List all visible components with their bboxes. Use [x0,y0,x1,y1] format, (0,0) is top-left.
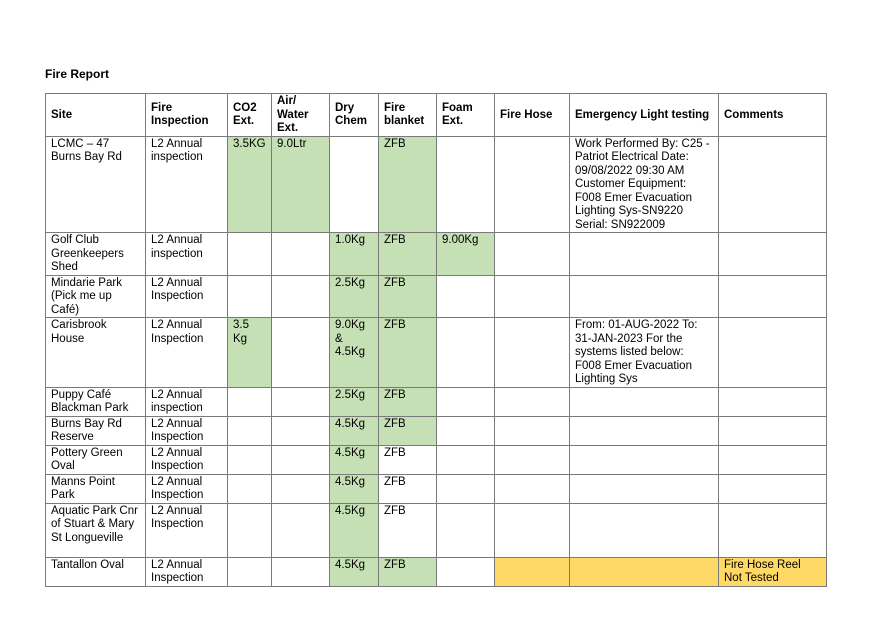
cell-co2 [228,557,272,586]
cell-inspection: L2 Annual Inspection [146,503,228,557]
header-foam-ext: Foam Ext. [437,94,495,137]
cell-foam [437,503,495,557]
cell-air-water [272,387,330,416]
cell-hose [495,136,570,233]
cell-foam [437,387,495,416]
cell-comments: Fire Hose Reel Not Tested [719,557,827,586]
cell-blanket: ZFB [379,445,437,474]
cell-dry-chem: 4.5Kg [330,474,379,503]
cell-blanket: ZFB [379,387,437,416]
cell-dry-chem: 4.5Kg [330,416,379,445]
cell-air-water [272,445,330,474]
fire-report-table [45,93,827,587]
cell-hose [495,445,570,474]
cell-emergency [570,416,719,445]
cell-foam [437,416,495,445]
cell-dry-chem: 2.5Kg [330,387,379,416]
cell-blanket: ZFB [379,557,437,586]
cell-dry-chem: 1.0Kg [330,233,379,276]
table-row [46,503,827,557]
cell-dry-chem [330,136,379,233]
header-fire-inspection: Fire Inspection [146,94,228,137]
table-row [46,318,827,388]
cell-blanket: ZFB [379,503,437,557]
header-site: Site [46,94,146,137]
cell-blanket: ZFB [379,416,437,445]
cell-co2 [228,416,272,445]
table-row [46,387,827,416]
cell-site: Burns Bay Rd Reserve [46,416,146,445]
cell-site: Aquatic Park Cnr of Stuart & Mary St Longueville [46,503,146,557]
cell-co2: 3.5KG [228,136,272,233]
cell-dry-chem: 9.0Kg & 4.5Kg [330,318,379,388]
cell-co2 [228,387,272,416]
header-emergency-light: Emergency Light testing [570,94,719,137]
cell-co2: 3.5 Kg [228,318,272,388]
cell-foam [437,275,495,318]
cell-dry-chem: 4.5Kg [330,557,379,586]
cell-comments [719,474,827,503]
cell-comments [719,318,827,388]
cell-air-water [272,557,330,586]
cell-inspection: L2 Annual inspection [146,233,228,276]
cell-hose [495,474,570,503]
cell-blanket: ZFB [379,136,437,233]
cell-inspection: L2 Annual inspection [146,387,228,416]
cell-blanket: ZFB [379,275,437,318]
cell-inspection: L2 Annual Inspection [146,318,228,388]
cell-inspection: L2 Annual Inspection [146,445,228,474]
header-air-water-ext: Air/ Water Ext. [272,94,330,137]
cell-blanket: ZFB [379,233,437,276]
cell-hose [495,233,570,276]
header-co2-ext: CO2 Ext. [228,94,272,137]
cell-co2 [228,474,272,503]
cell-emergency: From: 01-AUG-2022 To: 31-JAN-2023 For the systems listed below: F008 Emer Evacuation Lighting Sys [570,318,719,388]
table-row [46,416,827,445]
cell-hose [495,318,570,388]
header-fire-hose: Fire Hose [495,94,570,137]
header-row [46,94,827,137]
cell-air-water [272,233,330,276]
header-comments: Comments [719,94,827,137]
cell-hose [495,387,570,416]
cell-comments [719,233,827,276]
cell-emergency [570,233,719,276]
cell-comments [719,503,827,557]
cell-comments [719,445,827,474]
cell-emergency [570,474,719,503]
table-row [46,233,827,276]
cell-dry-chem: 2.5Kg [330,275,379,318]
table-row [46,136,827,233]
cell-inspection: L2 Annual Inspection [146,416,228,445]
cell-dry-chem: 4.5Kg [330,445,379,474]
cell-inspection: L2 Annual Inspection [146,557,228,586]
cell-air-water [272,474,330,503]
cell-emergency [570,503,719,557]
cell-blanket: ZFB [379,318,437,388]
cell-hose [495,503,570,557]
cell-hose [495,416,570,445]
header-fire-blanket: Fire blanket [379,94,437,137]
table-row [46,557,827,586]
cell-site: Pottery Green Oval [46,445,146,474]
cell-air-water [272,318,330,388]
table-row [46,275,827,318]
cell-site: LCMC – 47 Burns Bay Rd [46,136,146,233]
header-dry-chem: Dry Chem [330,94,379,137]
cell-emergency [570,387,719,416]
cell-emergency [570,275,719,318]
cell-emergency [570,445,719,474]
cell-inspection: L2 Annual Inspection [146,474,228,503]
cell-site: Puppy Café Blackman Park [46,387,146,416]
cell-foam [437,445,495,474]
cell-foam: 9.00Kg [437,233,495,276]
cell-comments [719,275,827,318]
cell-hose [495,275,570,318]
cell-co2 [228,233,272,276]
cell-dry-chem: 4.5Kg [330,503,379,557]
cell-foam [437,557,495,586]
cell-comments [719,387,827,416]
cell-inspection: L2 Annual inspection [146,136,228,233]
cell-hose [495,557,570,586]
cell-air-water [272,416,330,445]
table-row [46,445,827,474]
cell-emergency [570,557,719,586]
cell-comments [719,136,827,233]
cell-inspection: L2 Annual Inspection [146,275,228,318]
cell-site: Manns Point Park [46,474,146,503]
cell-site: Tantallon Oval [46,557,146,586]
cell-site: Golf Club Greenkeepers Shed [46,233,146,276]
cell-air-water [272,275,330,318]
cell-co2 [228,445,272,474]
cell-blanket: ZFB [379,474,437,503]
table-row [46,474,827,503]
cell-co2 [228,503,272,557]
cell-air-water [272,503,330,557]
report-title: Fire Report [45,67,110,81]
cell-foam [437,474,495,503]
cell-air-water: 9.0Ltr [272,136,330,233]
cell-co2 [228,275,272,318]
cell-foam [437,318,495,388]
cell-site: Carisbrook House [46,318,146,388]
cell-emergency: Work Performed By: C25 - Patriot Electrical Date: 09/08/2022 09:30 AM Customer Equipment: F008 Emer Evacuation Lighting Sys-SN9220 Serial: SN922009 [570,136,719,233]
cell-comments [719,416,827,445]
cell-foam [437,136,495,233]
cell-site: Mindarie Park (Pick me up Café) [46,275,146,318]
